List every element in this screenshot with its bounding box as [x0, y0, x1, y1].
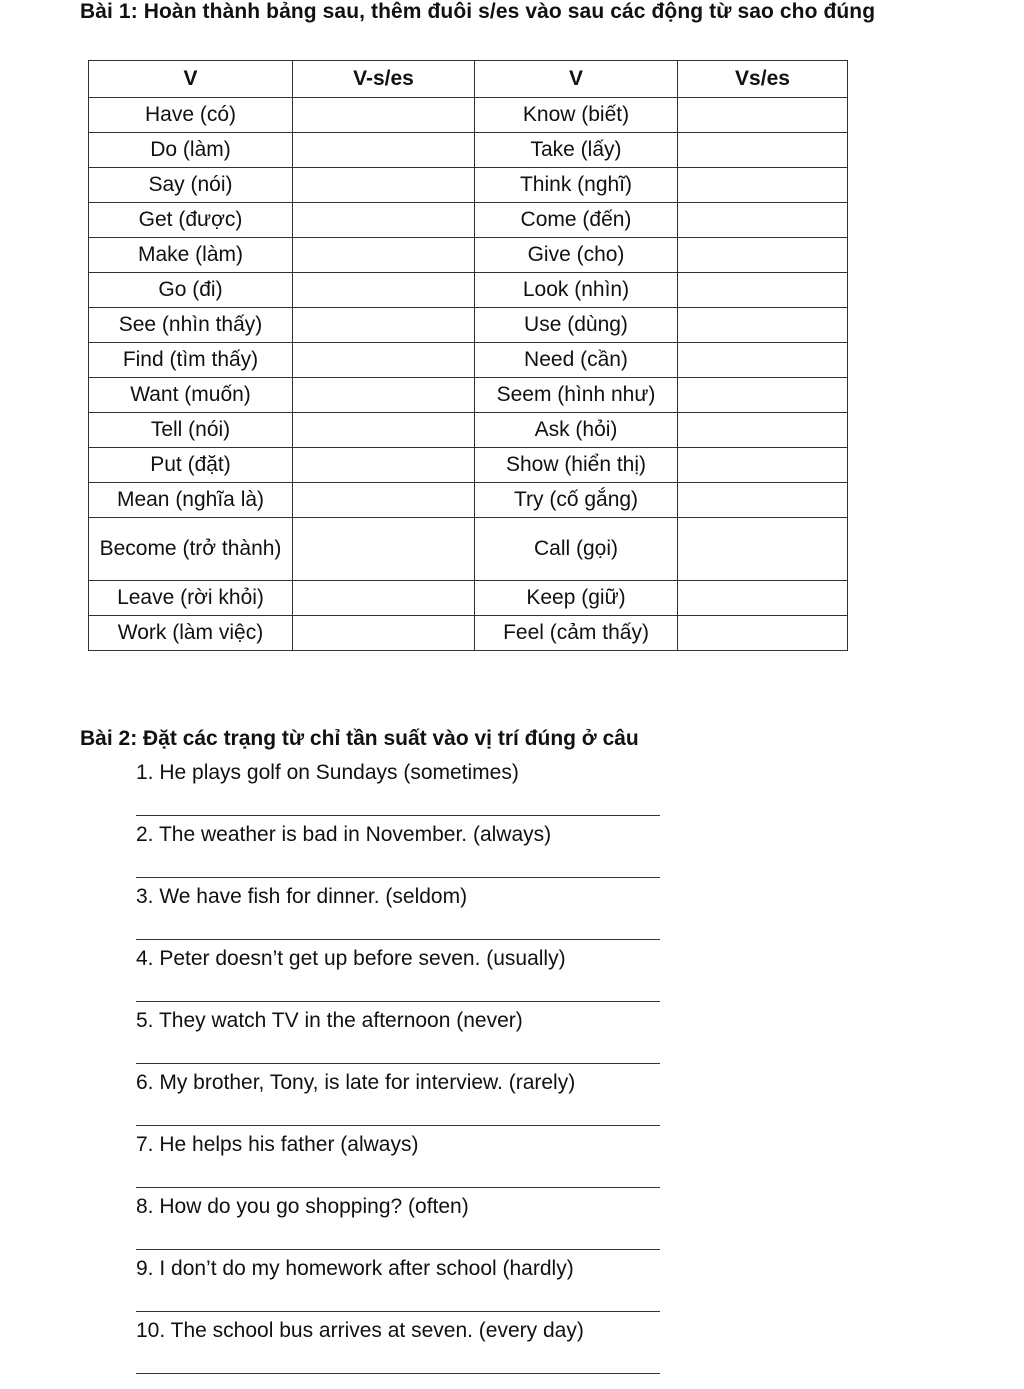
- answer-cell[interactable]: [293, 203, 475, 238]
- sentence-prompt: 3. We have fish for dinner. (seldom): [136, 885, 468, 908]
- verb-cell: Find (tìm thấy): [89, 343, 293, 378]
- exercise-1-title: Bài 1: Hoàn thành bảng sau, thêm đuôi s/es vào sau các động từ sao cho đúng: [80, 0, 876, 23]
- table-row: [89, 133, 848, 168]
- answer-cell[interactable]: [293, 616, 475, 651]
- table-row: [89, 413, 848, 448]
- list-item: [136, 882, 676, 944]
- verb-cell: Look (nhìn): [475, 273, 678, 308]
- answer-cell[interactable]: [293, 343, 475, 378]
- verb-cell: Think (nghĩ): [475, 168, 678, 203]
- header-verb-s-es-1: V-s/es: [293, 61, 475, 98]
- sentence-prompt: 10. The school bus arrives at seven. (every day): [136, 1319, 584, 1342]
- answer-cell[interactable]: [293, 448, 475, 483]
- answer-cell[interactable]: [678, 238, 848, 273]
- list-item: [136, 1254, 676, 1316]
- answer-cell[interactable]: [293, 238, 475, 273]
- sentence-prompt: 5. They watch TV in the afternoon (never): [136, 1009, 523, 1032]
- verb-cell: See (nhìn thấy): [89, 308, 293, 343]
- table-row: [89, 238, 848, 273]
- list-item: [136, 820, 676, 882]
- verb-cell: Take (lấy): [475, 133, 678, 168]
- answer-cell[interactable]: [678, 98, 848, 133]
- sentence-prompt: 1. He plays golf on Sundays (sometimes): [136, 761, 519, 784]
- verb-cell: Leave (rời khỏi): [89, 581, 293, 616]
- verb-cell: Put (đặt): [89, 448, 293, 483]
- answer-cell[interactable]: [293, 133, 475, 168]
- answer-cell[interactable]: [678, 581, 848, 616]
- answer-cell[interactable]: [293, 518, 475, 581]
- answer-cell[interactable]: [293, 98, 475, 133]
- answer-line[interactable]: [136, 1125, 660, 1126]
- answer-line[interactable]: [136, 1187, 660, 1188]
- table-row: [89, 483, 848, 518]
- list-item: [136, 1006, 676, 1068]
- table-row: [89, 581, 848, 616]
- sentence-list: [136, 758, 676, 1378]
- header-verb-s-es-2: Vs/es: [678, 61, 848, 98]
- verb-cell: Seem (hình như): [475, 378, 678, 413]
- table-row: [89, 616, 848, 651]
- verb-cell: Mean (nghĩa là): [89, 483, 293, 518]
- answer-line[interactable]: [136, 939, 660, 940]
- verb-cell: Use (dùng): [475, 308, 678, 343]
- verb-cell: Know (biết): [475, 98, 678, 133]
- answer-cell[interactable]: [678, 616, 848, 651]
- header-verb-2: V: [475, 61, 678, 98]
- verb-cell: Show (hiển thị): [475, 448, 678, 483]
- answer-cell[interactable]: [678, 308, 848, 343]
- list-item: [136, 1316, 676, 1378]
- sentence-prompt: 2. The weather is bad in November. (always): [136, 823, 552, 846]
- table-header-row: [89, 61, 848, 98]
- answer-cell[interactable]: [678, 133, 848, 168]
- answer-cell[interactable]: [678, 413, 848, 448]
- verb-cell: Ask (hỏi): [475, 413, 678, 448]
- answer-line[interactable]: [136, 1249, 660, 1250]
- answer-cell[interactable]: [293, 378, 475, 413]
- sentence-prompt: 7. He helps his father (always): [136, 1133, 419, 1156]
- table-row: [89, 203, 848, 238]
- answer-cell[interactable]: [293, 483, 475, 518]
- answer-line[interactable]: [136, 1373, 660, 1374]
- verb-cell: Call (gọi): [475, 518, 678, 581]
- verb-cell: Want (muốn): [89, 378, 293, 413]
- verb-cell: Tell (nói): [89, 413, 293, 448]
- table-row: [89, 273, 848, 308]
- list-item: [136, 1192, 676, 1254]
- verb-table: [88, 60, 848, 651]
- answer-cell[interactable]: [293, 273, 475, 308]
- verb-cell: Do (làm): [89, 133, 293, 168]
- answer-cell[interactable]: [678, 343, 848, 378]
- list-item: [136, 944, 676, 1006]
- verb-cell: Say (nói): [89, 168, 293, 203]
- verb-cell: Keep (giữ): [475, 581, 678, 616]
- verb-cell: Need (cần): [475, 343, 678, 378]
- table-row: [89, 378, 848, 413]
- answer-cell[interactable]: [293, 581, 475, 616]
- header-verb-1: V: [89, 61, 293, 98]
- answer-line[interactable]: [136, 877, 660, 878]
- verb-cell: Go (đi): [89, 273, 293, 308]
- table-row: [89, 448, 848, 483]
- table-row: [89, 168, 848, 203]
- answer-cell[interactable]: [678, 518, 848, 581]
- answer-cell[interactable]: [678, 378, 848, 413]
- verb-cell: Make (làm): [89, 238, 293, 273]
- sentence-prompt: 9. I don’t do my homework after school (hardly): [136, 1257, 574, 1280]
- verb-cell: Become (trở thành): [89, 518, 293, 581]
- verb-cell: Come (đến): [475, 203, 678, 238]
- answer-cell[interactable]: [293, 413, 475, 448]
- answer-cell[interactable]: [678, 483, 848, 518]
- table-row: [89, 98, 848, 133]
- verb-cell: Get (được): [89, 203, 293, 238]
- verb-cell: Give (cho): [475, 238, 678, 273]
- answer-cell[interactable]: [678, 203, 848, 238]
- table-row: [89, 308, 848, 343]
- list-item: [136, 1130, 676, 1192]
- list-item: [136, 758, 676, 820]
- answer-line[interactable]: [136, 1001, 660, 1002]
- exercise-2-title: Bài 2: Đặt các trạng từ chỉ tần suất vào vị trí đúng ở câu: [80, 727, 639, 750]
- answer-cell[interactable]: [293, 168, 475, 203]
- sentence-prompt: 8. How do you go shopping? (often): [136, 1195, 469, 1218]
- verb-cell: Try (cố gắng): [475, 483, 678, 518]
- answer-line[interactable]: [136, 1063, 660, 1064]
- answer-cell[interactable]: [678, 448, 848, 483]
- answer-line[interactable]: [136, 1311, 660, 1312]
- verb-cell: Work (làm việc): [89, 616, 293, 651]
- sentence-prompt: 4. Peter doesn’t get up before seven. (usually): [136, 947, 566, 970]
- answer-cell[interactable]: [678, 168, 848, 203]
- verb-cell: Feel (cảm thấy): [475, 616, 678, 651]
- table-row: [89, 343, 848, 378]
- sentence-prompt: 6. My brother, Tony, is late for interview. (rarely): [136, 1071, 576, 1094]
- table-row: [89, 518, 848, 581]
- list-item: [136, 1068, 676, 1130]
- answer-line[interactable]: [136, 815, 660, 816]
- answer-cell[interactable]: [678, 273, 848, 308]
- verb-cell: Have (có): [89, 98, 293, 133]
- answer-cell[interactable]: [293, 308, 475, 343]
